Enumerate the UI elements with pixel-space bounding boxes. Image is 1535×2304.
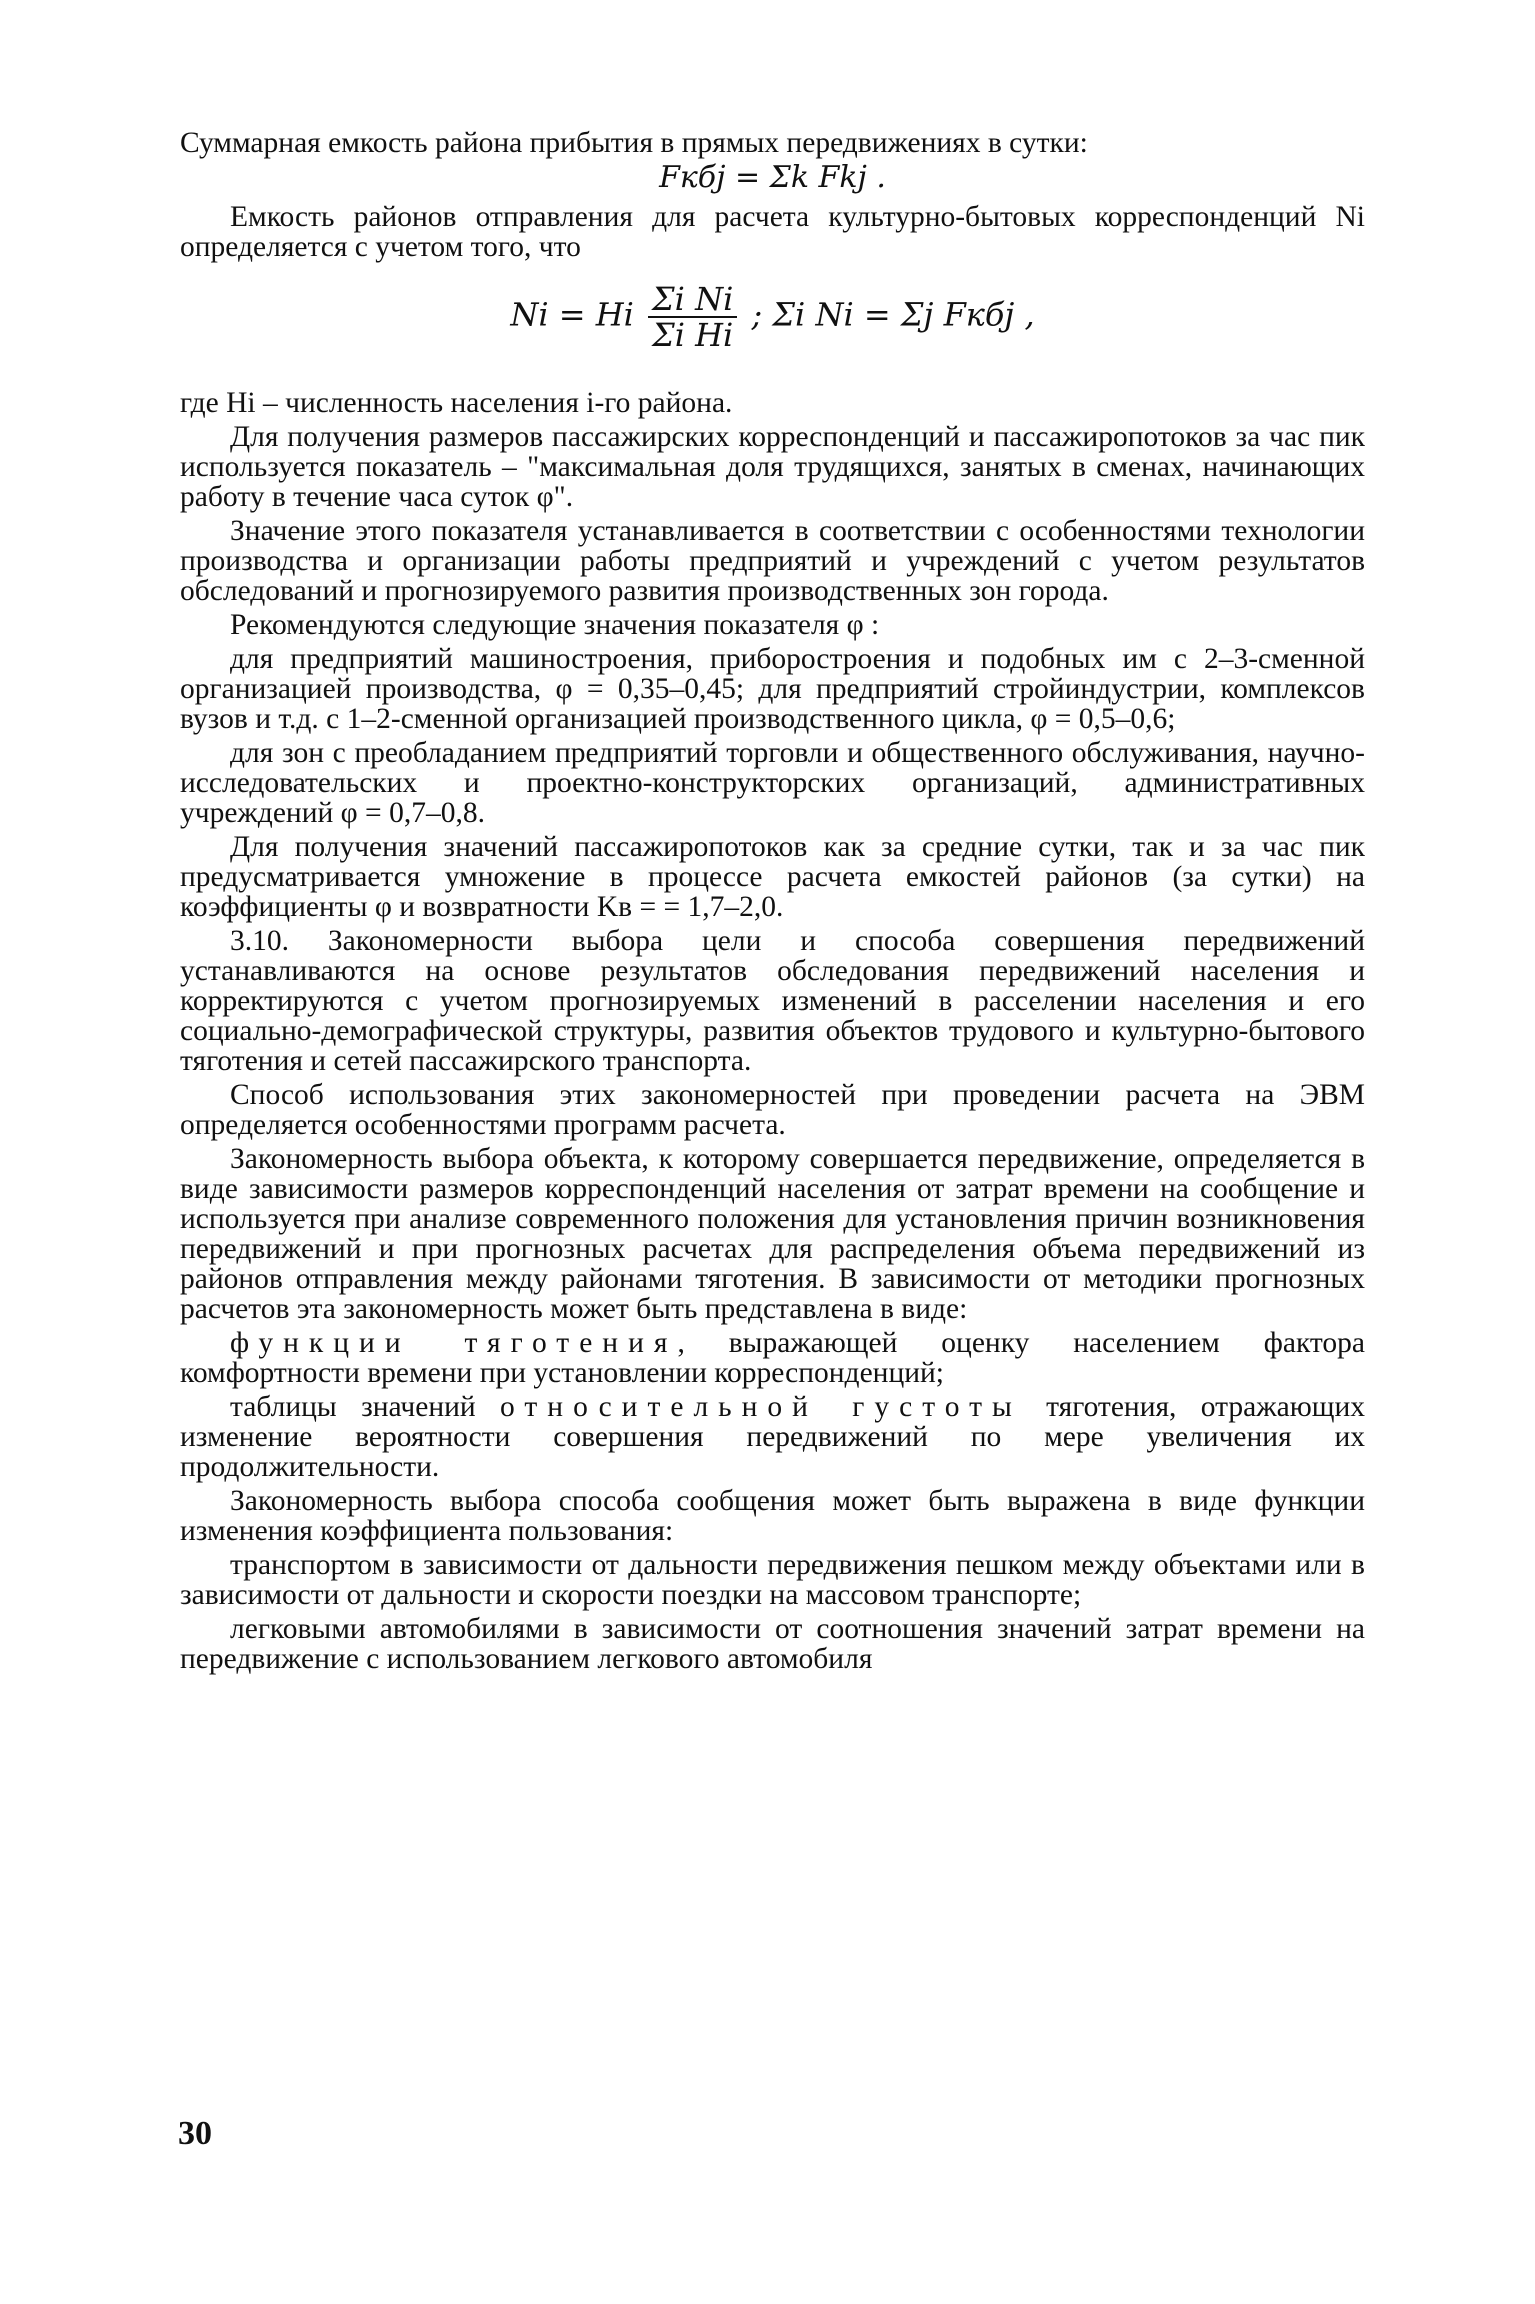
spaced-term: функции тяготения <box>230 1327 678 1359</box>
paragraph: Значение этого показателя устанавливается в соответствии с особенностями технологии производства и организации работы предприятий и учреждений с учетом результатов обследований и прогнозируемого развития производственных зон города. <box>180 515 1365 607</box>
fraction-denominator: Σi Hi <box>652 316 734 354</box>
paragraph: легковыми автомобилями в зависимости от соотношения значений затрат времени на передвижение с использованием легкового автомобиля <box>180 1613 1365 1675</box>
paragraph-text: таблицы значений <box>230 1391 501 1423</box>
formula-f-kb: Fкбj = Σk Fkj . <box>659 160 886 195</box>
paragraph: 3.10. Закономерности выбора цели и способа совершения передвижений устанавливаются на основе результатов обследования передвижений населения и корректируются с учетом прогнозируемых изменений в расселении населения и его социально-демографической структуры, развития объектов трудового и культурно-бытового тяготения и сетей пассажирского транспорта. <box>180 925 1365 1077</box>
paragraph: Емкость районов отправления для расчета культурно-бытовых корреспонденций Ni определяется с учетом того, что <box>180 201 1365 263</box>
paragraph: для зон с преобладанием предприятий торговли и общественного обслуживания, научно-исследовательских и проектно-конструкторских организаций, административных учреждений φ = 0,7–0,8. <box>180 737 1365 829</box>
formula-left: Ni = Hi <box>510 295 634 334</box>
paragraph <box>180 1328 1365 1388</box>
fraction-numerator: Σi Ni <box>648 282 737 318</box>
spaced-term: относительной густоты <box>500 1391 1022 1423</box>
body-text <box>180 128 1365 1674</box>
page-number: 30 <box>178 2115 212 2152</box>
formula-n-i <box>180 282 1365 352</box>
paragraph: для предприятий машиностроения, приборостроения и подобных им с 2–3-сменной организацией производства, φ = 0,35–0,45; для предприятий стройиндустрии, комплексов вузов и т.д. с 1–2-сменной организацией производственного цикла, φ = 0,5–0,6; <box>180 643 1365 735</box>
paragraph: Суммарная емкость района прибытия в прямых передвижениях в сутки: <box>180 127 1088 159</box>
paragraph: Закономерность выбора объекта, к которому совершается передвижение, определяется в виде зависимости размеров корреспонденций населения от затрат времени на сообщение и используется при анализе современного положения для установления причин возникновения передвижений и при прогнозных расчетах для распределения объема передвижений из районов отправления между районами тяготения. В зависимости от методики прогнозных расчетов эта закономерность может быть представлена в виде: <box>180 1143 1365 1325</box>
paragraph: Способ использования этих закономерностей при проведении расчета на ЭВМ определяется особенностями программ расчета. <box>180 1079 1365 1141</box>
paragraph: Для получения размеров пассажирских корреспонденций и пассажиропотоков за час пик используется показатель – "максимальная доля трудящихся, занятых в сменах, начинающих работу в течение часа суток φ". <box>180 421 1365 513</box>
paragraph: транспортом в зависимости от дальности передвижения пешком между объектами или в зависимости от дальности и скорости поездки на массовом транспорте; <box>180 1549 1365 1611</box>
paragraph-text: , выражающей оценку населением фактора комфортности времени при установлении корреспонденций; <box>180 1327 1365 1389</box>
paragraph: Закономерность выбора способа сообщения может быть выражена в виде функции изменения коэффициента пользования: <box>180 1485 1365 1547</box>
formula-right: ; Σi Ni = Σj Fкбj , <box>751 295 1035 334</box>
formula-fraction <box>648 282 737 352</box>
paragraph: Для получения значений пассажиропотоков как за средние сутки, так и за час пик предусматривается умножение в процессе расчета емкостей районов (за сутки) на коэффициенты φ и возвратности Kв = = 1,7–2,0. <box>180 831 1365 923</box>
paragraph-text: тяготения, отражающих изменение вероятности совершения передвижений по мере увеличения их продолжительности. <box>180 1391 1365 1483</box>
paragraph <box>180 1392 1365 1482</box>
paragraph: где Hi – численность населения i-го района. <box>180 387 733 419</box>
paragraph: Рекомендуются следующие значения показателя φ : <box>230 609 880 641</box>
